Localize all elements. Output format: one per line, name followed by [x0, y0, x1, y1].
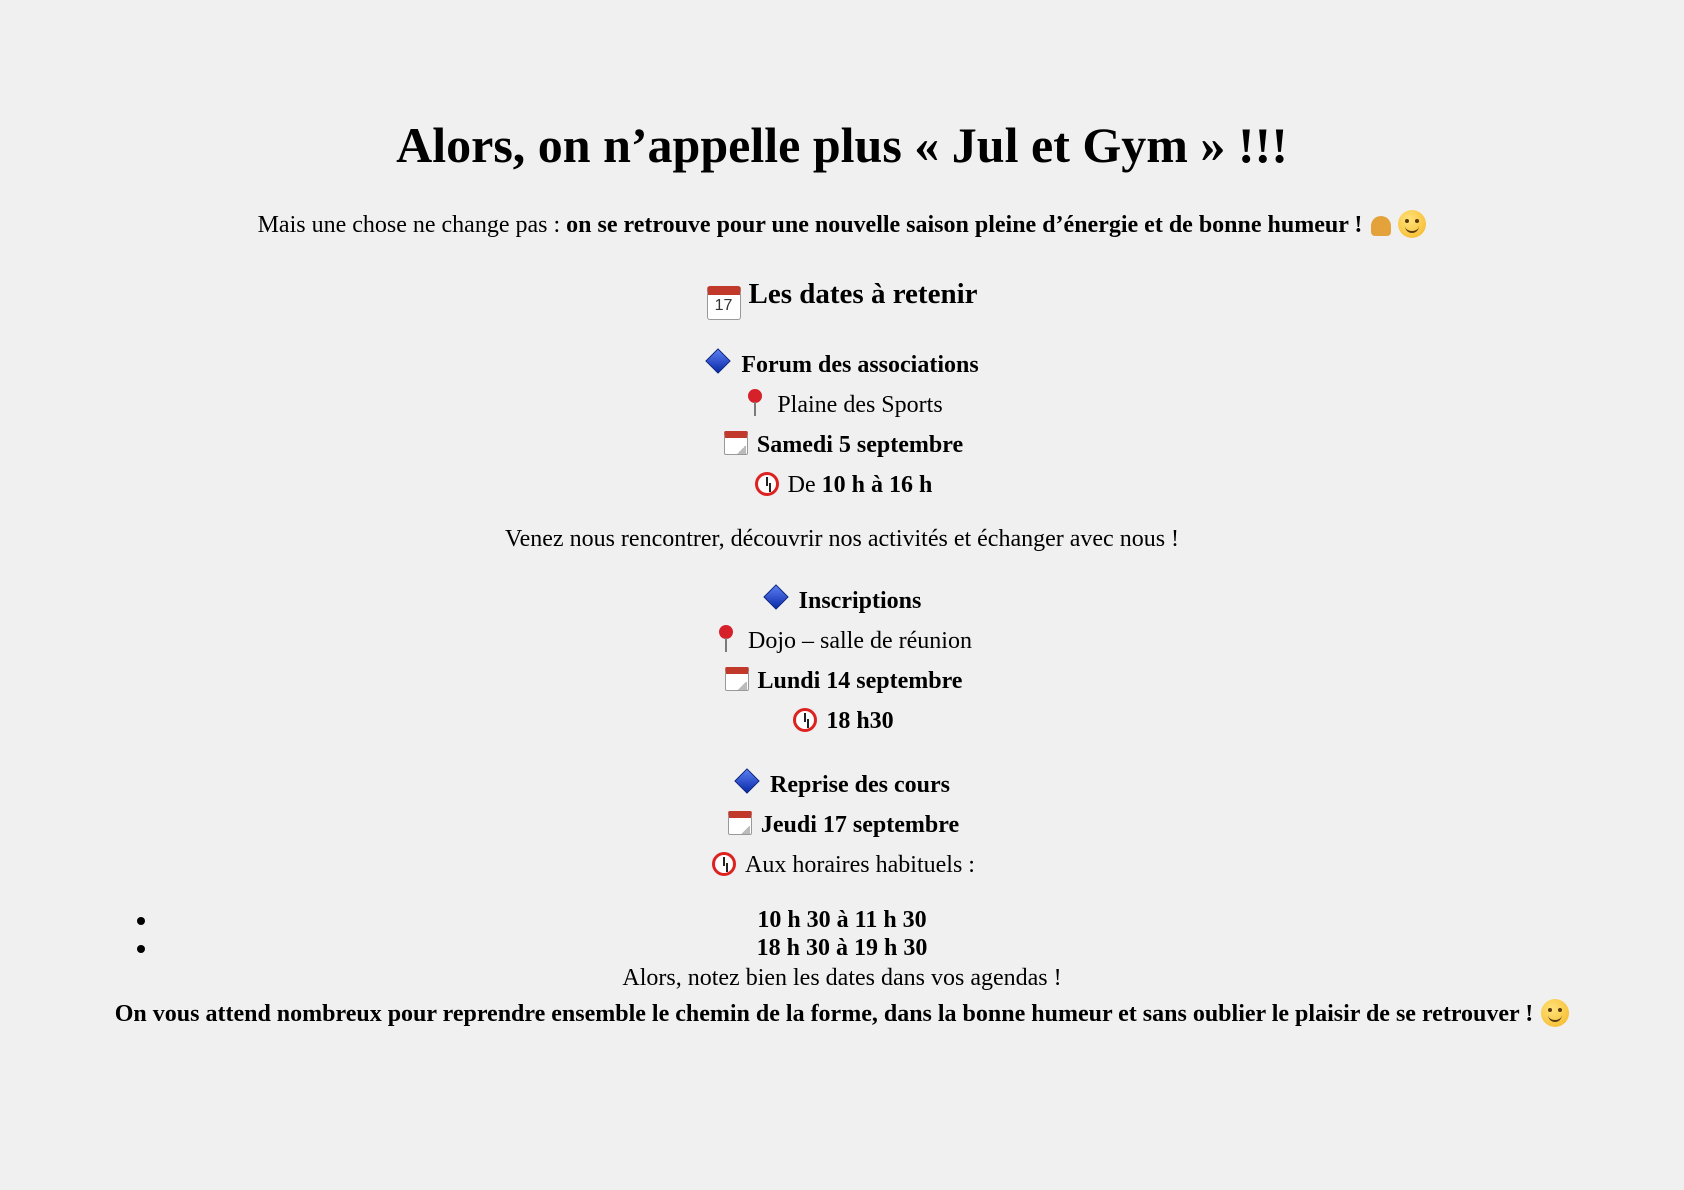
- winking-face-icon: [1541, 999, 1569, 1027]
- inscriptions-place-row: [0, 624, 1684, 657]
- reprise-date: Jeudi 17 septembre: [760, 812, 960, 838]
- list-item: 18 h 30 à 19 h 30: [157, 934, 1684, 962]
- inscriptions-time-row: [0, 704, 1684, 737]
- forum-place: Plaine des Sports: [777, 392, 943, 418]
- dates-heading-label: Les dates à retenir: [748, 278, 978, 310]
- inscriptions-date-row: [0, 664, 1684, 697]
- calendar-icon: 17: [707, 286, 741, 320]
- spiral-calendar-icon: [721, 428, 751, 458]
- closing-line-2: [0, 998, 1684, 1030]
- forum-place-row: [0, 388, 1684, 421]
- reprise-title: Reprise des cours: [770, 772, 950, 798]
- forum-note: Venez nous rencontrer, découvrir nos activités et échanger avec nous !: [504, 526, 1180, 552]
- reprise-title-row: [0, 768, 1684, 801]
- page-title: Alors, on n’appelle plus « Jul et Gym » !!!: [396, 117, 1288, 173]
- closing-line-1: Alors, notez bien les dates dans vos agendas !: [622, 965, 1062, 991]
- alarm-clock-icon: [752, 468, 782, 498]
- inscriptions-title-row: [0, 584, 1684, 617]
- list-item: 10 h 30 à 11 h 30: [157, 906, 1684, 934]
- flexed-biceps-icon: [1368, 210, 1396, 238]
- blue-diamond-icon: [705, 348, 735, 378]
- blue-diamond-icon: [734, 768, 764, 798]
- alarm-clock-icon: [790, 704, 820, 734]
- forum-title: Forum des associations: [741, 352, 979, 378]
- spiral-calendar-icon: [722, 664, 752, 694]
- intro-paragraph: [0, 208, 1684, 242]
- inscriptions-place: Dojo – salle de réunion: [748, 628, 972, 654]
- forum-time-prefix: De: [787, 472, 822, 498]
- forum-title-row: [0, 348, 1684, 381]
- reprise-time-label: Aux horaires habituels :: [745, 852, 975, 878]
- inscriptions-title: Inscriptions: [798, 588, 922, 614]
- intro-bold-text: on se retrouve pour une nouvelle saison pleine d’énergie et de bonne humeur !: [566, 212, 1363, 238]
- inscriptions-time: 18 h30: [826, 708, 894, 734]
- reprise-time-row: [0, 848, 1684, 881]
- forum-time-row: [0, 468, 1684, 501]
- closing-line-2-text: On vous attend nombreux pour reprendre ensemble le chemin de la forme, dans la bonne humeur et sans oublier le plaisir de se retrouver !: [114, 1001, 1534, 1027]
- blue-diamond-icon: [763, 584, 793, 614]
- smiling-face-icon: [1398, 210, 1426, 238]
- round-pushpin-icon: [712, 624, 742, 654]
- forum-date-row: [0, 428, 1684, 461]
- forum-date: Samedi 5 septembre: [756, 432, 964, 458]
- round-pushpin-icon: [741, 388, 771, 418]
- intro-plain-text: Mais une chose ne change pas :: [257, 212, 567, 238]
- alarm-clock-icon: [709, 848, 739, 878]
- inscriptions-date: Lundi 14 septembre: [757, 668, 963, 694]
- dates-heading: [0, 272, 1684, 320]
- hours-list: [0, 906, 1684, 962]
- forum-time: 10 h à 16 h: [821, 472, 933, 498]
- spiral-calendar-icon: [725, 808, 755, 838]
- reprise-date-row: [0, 808, 1684, 841]
